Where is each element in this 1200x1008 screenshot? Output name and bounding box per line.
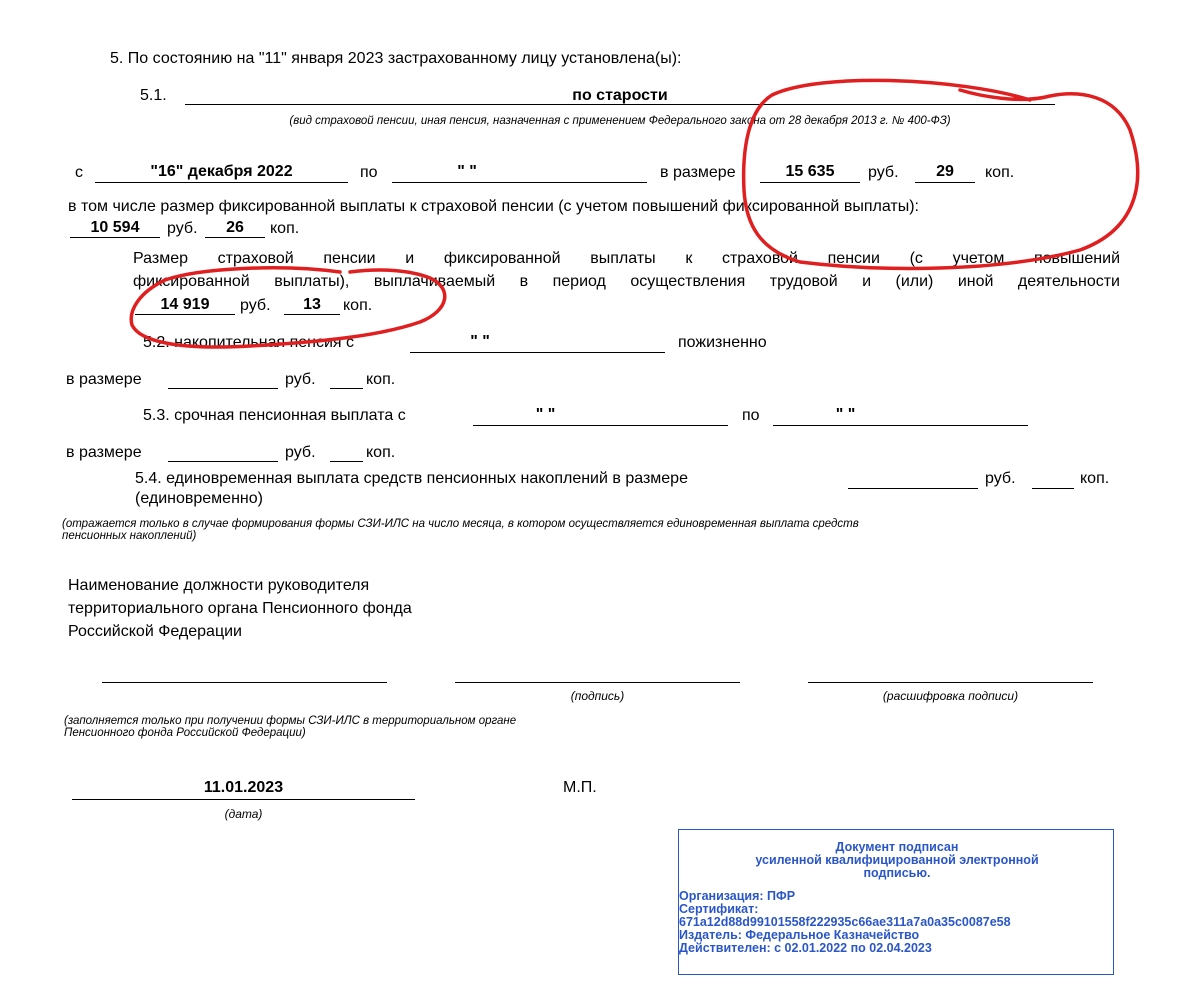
signature-caption: (подпись)	[570, 689, 625, 703]
item-5-2-kop-underline	[330, 388, 363, 389]
item-5-3-from-underline	[473, 425, 728, 426]
to-date-underline	[392, 182, 647, 183]
working-rub-underline	[135, 314, 235, 315]
e-signature-org: Организация: ПФР	[679, 889, 796, 903]
section-5-heading: 5. По состоянию на "11" января 2023 застрахованному лицу установлена(ы):	[110, 50, 682, 67]
e-signature-issuer: Издатель: Федеральное Казначейство	[679, 928, 920, 942]
position-line-2: территориального органа Пенсионного фонда	[68, 600, 412, 617]
working-rub-value: 14 919	[160, 296, 210, 313]
item-5-3-to-underline	[773, 425, 1028, 426]
working-rub-label: руб.	[240, 297, 271, 314]
item-5-2-rub-label: руб.	[285, 371, 316, 388]
position-underline	[102, 682, 387, 683]
from-date-underline	[95, 182, 348, 183]
from-date-value: "16" декабря 2022	[150, 163, 293, 180]
item-5-2-date: " "	[470, 333, 490, 350]
item-5-3-to-label: по	[742, 407, 760, 424]
fill-note: (заполняется только при получении формы СЗИ-ИЛС в территориальном органе Пенсионного фонда Российской Федерации)	[64, 715, 517, 739]
fixed-payment-text: в том числе размер фиксированной выплаты к страховой пенсии (с учетом повышений фиксированной выплаты):	[68, 198, 919, 215]
item-5-4-label: 5.4. единовременная выплата средств пенсионных накоплений в размере	[135, 470, 688, 487]
item-5-4-rub-underline	[848, 488, 978, 489]
item-5-4-kop-label: коп.	[1080, 470, 1110, 487]
fixed-kop-underline	[205, 237, 265, 238]
item-5-3-kop-underline	[330, 461, 363, 462]
position-line-1: Наименование должности руководителя	[68, 577, 370, 594]
from-label: с	[75, 164, 83, 181]
date-caption: (дата)	[224, 807, 263, 821]
stamp-place: М.П.	[563, 779, 597, 796]
item-5-3-rub-label: руб.	[285, 444, 316, 461]
item-5-4-kop-underline	[1032, 488, 1074, 489]
item-5-1-number: 5.1.	[140, 87, 167, 104]
kop-value: 29	[936, 163, 954, 180]
working-text-line-1: Размер страховой пенсии и фиксированной выплаты к страховой пенсии (с учетом повышений	[133, 250, 1120, 267]
item-5-2-tail: пожизненно	[678, 334, 767, 351]
item-5-2-amount-label: в размере	[66, 371, 142, 388]
working-kop-underline	[284, 314, 340, 315]
rub-underline	[760, 182, 860, 183]
item-5-4-hint: (отражается только в случае формирования формы СЗИ-ИЛС на число месяца, в котором осуществляется единовременная выплата средств пенсионных накоплений)	[62, 518, 859, 542]
item-5-2-label: 5.2. накопительная пенсия с	[143, 334, 355, 351]
kop-underline	[915, 182, 975, 183]
position-line-3: Российской Федерации	[68, 623, 242, 640]
item-5-3-label: 5.3. срочная пенсионная выплата с	[143, 407, 406, 424]
e-signature-valid: Действителен: с 02.01.2022 по 02.04.2023	[679, 941, 932, 955]
fixed-kop-value: 26	[226, 219, 244, 236]
rub-value: 15 635	[785, 163, 835, 180]
item-5-2-rub-underline	[168, 388, 278, 389]
fixed-rub-underline	[70, 237, 160, 238]
fixed-kop-label: коп.	[270, 220, 300, 237]
item-5-3-date-to: " "	[835, 406, 856, 423]
fixed-rub-value: 10 594	[90, 219, 140, 236]
pension-type-value: по старости	[572, 87, 668, 104]
to-date-value: " "	[457, 163, 477, 180]
date-value: 11.01.2023	[203, 779, 284, 796]
decode-underline	[808, 682, 1093, 683]
item-5-2-kop-label: коп.	[366, 371, 396, 388]
pension-type-hint: (вид страховой пенсии, иная пенсия, назначенная с применением Федерального закона от 28 декабря 2013 г. № 400-ФЗ)	[289, 115, 951, 127]
rub-label: руб.	[868, 164, 899, 181]
kop-label: коп.	[985, 164, 1015, 181]
e-signature-cert-label: Сертификат:	[679, 902, 759, 916]
fixed-rub-label: руб.	[167, 220, 198, 237]
item-5-3-amount-label: в размере	[66, 444, 142, 461]
signature-underline	[455, 682, 740, 683]
amount-label: в размере	[660, 164, 736, 181]
e-signature-cert-value: 671a12d88d99101558f222935c66ae311a7a0a35c0087e58	[679, 915, 1011, 929]
e-signature-title-3: подписью.	[863, 866, 931, 880]
decode-caption: (расшифровка подписи)	[882, 689, 1019, 703]
item-5-2-date-underline	[410, 352, 665, 353]
date-underline	[72, 799, 415, 800]
item-5-3-kop-label: коп.	[366, 444, 396, 461]
e-signature-stamp	[678, 829, 1114, 975]
item-5-4-rub-label: руб.	[985, 470, 1016, 487]
working-kop-value: 13	[303, 296, 321, 313]
item-5-3-rub-underline	[168, 461, 278, 462]
working-text-line-2: фиксированной выплаты), выплачиваемый в период осуществления трудовой и (или) иной деятельности	[133, 273, 1120, 290]
e-signature-title-2: усиленной квалифицированной электронной	[755, 853, 1039, 867]
e-signature-title-1: Документ подписан	[835, 840, 959, 854]
working-kop-label: коп.	[343, 297, 373, 314]
item-5-4-note: (единовременно)	[135, 490, 263, 507]
to-label: по	[360, 164, 378, 181]
item-5-3-date-from: " "	[535, 406, 556, 423]
